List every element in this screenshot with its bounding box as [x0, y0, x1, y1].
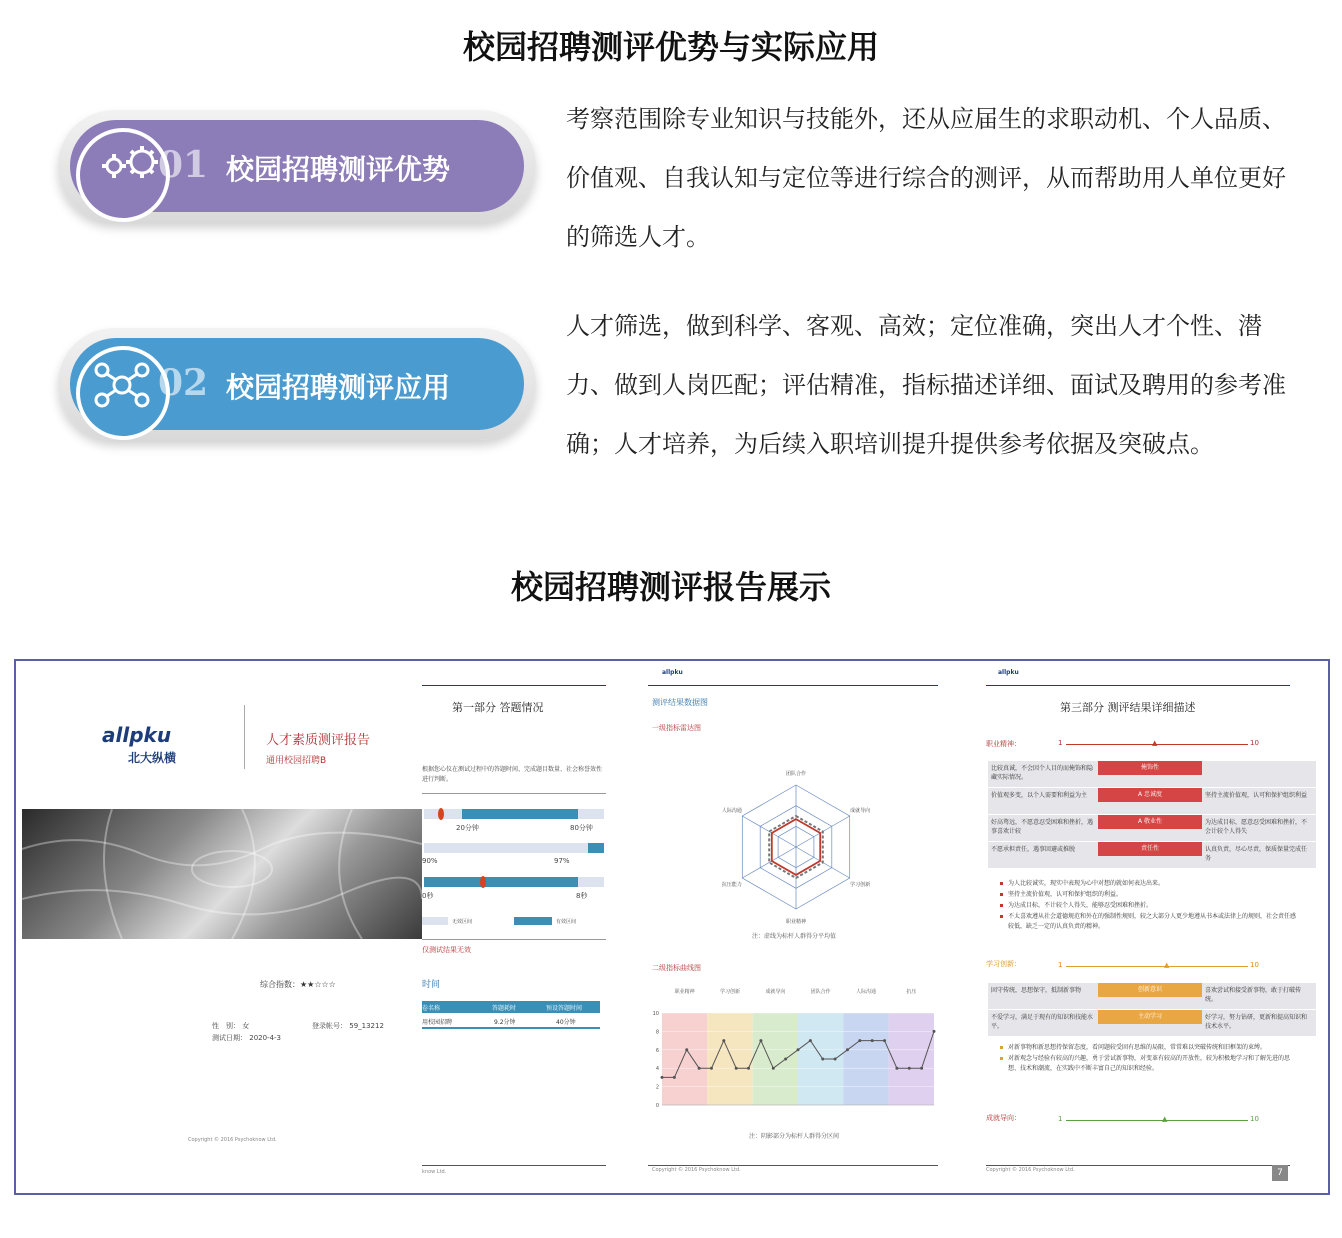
curve-y-tick: 6: [655, 1047, 659, 1054]
radar-label: 职业精神: [785, 919, 807, 925]
curve-point: [772, 1067, 775, 1070]
dim1-table: [988, 761, 1316, 869]
detail-row-right: 喜欢尝试和接受新事物，敢于打破传统。: [1205, 987, 1302, 1003]
curve-point: [895, 1067, 898, 1070]
detail-bullet: 不太喜欢遵从社会道德规范和外在的强制性规则，较之大部分人更少地遵从书本或法律上的规则，社会责任感较低，缺乏一定的认真负责的精神。: [1000, 912, 1300, 932]
radar-label: 学习创新: [850, 882, 871, 888]
report-subtitle: 通用校园招聘B: [266, 756, 327, 766]
account-value: 59_13212: [349, 1022, 384, 1030]
curve-point: [661, 1076, 664, 1079]
curve-y-tick: 10: [652, 1011, 659, 1017]
detail-row: [988, 788, 1316, 815]
part3-title: 第三部分 测评结果详细描述: [1060, 701, 1196, 714]
application-text: 人才筛选，做到科学、客观、高效；定位准确，突出人才个性、潜力、做到人岗匹配；评估精准，指标描述详细、面试及聘用的参考准确；人才培养，为后续入职培训提升提供参考依据及突破点。: [566, 312, 1286, 458]
puzzle-image: [22, 809, 422, 939]
curve-group-band: [662, 1013, 707, 1105]
curve-group-label: 团队合作: [810, 989, 831, 995]
curve-point: [858, 1039, 861, 1042]
detail-row-right: 为达成目标，愿意忍受困难和挫折，不会计较个人得失: [1205, 819, 1308, 835]
cover-copyright: Copyright © 2016 Psychoknow Ltd.: [188, 1137, 277, 1143]
detail-bullet: 为达成目标，不计较个人得失，能够忍受困难和挫折。: [1000, 901, 1300, 911]
dim2-table: [988, 983, 1316, 1037]
section-title-advantages: 校园招聘测评优势与实际应用: [462, 28, 879, 66]
curve-group-band: [843, 1013, 888, 1105]
curve-point: [871, 1039, 874, 1042]
detail-row-tag: 掩饰性: [1098, 761, 1202, 775]
detail-row-left: 好高骛远，不愿意忍受困难和挫折，遇事喜欢计较: [991, 819, 1094, 835]
curve-point: [908, 1067, 911, 1070]
bullet-dot: [1000, 1046, 1003, 1049]
radar-label: 人际沟通: [721, 808, 742, 814]
curve-point: [920, 1067, 923, 1070]
curve-group-label: 职业精神: [674, 989, 695, 995]
detail-row-right: 好学习，努力钻研，更新和提高知识和技术水平。: [1205, 1014, 1308, 1030]
dim2-bullets: [1000, 1043, 1300, 1075]
curve-note: 注：阴影部分为标杆人群得分区间: [748, 1133, 839, 1140]
curve-point: [821, 1058, 824, 1061]
date-label: 测试日期：: [212, 1034, 247, 1042]
curve-point: [710, 1067, 713, 1070]
detail-row-tag: 创新意识: [1098, 983, 1202, 997]
date-value: 2020-4-3: [249, 1034, 282, 1042]
curve-point: [883, 1039, 886, 1042]
radar-label: 成就导向: [850, 808, 871, 814]
part1-title: 第一部分 答题情况: [452, 701, 544, 714]
curve-group-label: 人际沟通: [855, 989, 877, 995]
radar-title: 一级指标雷达图: [652, 724, 701, 732]
report-cover-page: [22, 661, 422, 1193]
report-part2-page: allpku 测评结果数据图 一级指标雷达图 团队合作 成就导向 学习创新 职业精神 抗压能力 人际沟通 注：虚线为标杆人群得分平均值 二级指标曲线图 职业精神 学习创新 成就导向 团队合作 人际沟通 抗压 0 2 4 6 8 10 注：阴影部分为标杆人群得分区间 Copyright © 2016 Psychoknow Ltd.: [648, 661, 940, 1193]
detail-row-right: 坚持主流价值观，认可和保护组织利益: [1205, 792, 1308, 799]
detail-bullet: 对新观念与经验有较高的兴趣，勇于尝试新事物，对变革有较高的开放性，较为积极地学习和了解先进的思想、技术和潮流，在实践中不断丰富自己的知识和经验。: [1000, 1054, 1300, 1074]
curve-y-tick: 0: [655, 1103, 659, 1109]
curve-group-label: 抗压: [906, 989, 917, 995]
curve-chart: [648, 985, 938, 1127]
radar-note: 注：虚线为标杆人群得分平均值: [751, 933, 836, 940]
gender-label: 性 别：: [212, 1022, 240, 1030]
detail-row-left: 固守传统，思想保守，抵制新事物: [991, 987, 1082, 994]
detail-row-tag: 责任性: [1098, 842, 1202, 856]
curve-point: [809, 1039, 812, 1042]
small-logo: allpku: [662, 669, 683, 676]
curve-point: [685, 1048, 688, 1051]
detail-row-left: 不愿承担责任，遇事回避或推脱: [991, 846, 1076, 853]
radar-label: 抗压能力: [721, 882, 742, 888]
detail-row-right: 认真负责，尽心尽责，保质保量完成任务: [1205, 846, 1308, 862]
item-title: 校园招聘测评应用: [226, 371, 451, 404]
bullet-dot: [1000, 915, 1003, 918]
detail-row-tag: 主动学习: [1098, 1010, 1202, 1024]
curve-point: [846, 1048, 849, 1051]
detail-row: [988, 842, 1316, 869]
item-number: 01: [158, 144, 209, 186]
bullet-dot: [1000, 882, 1003, 885]
gender-value: 女: [242, 1022, 250, 1030]
detail-row: [988, 815, 1316, 842]
curve-y-tick: 2: [655, 1084, 659, 1091]
curve-group-label: 学习创新: [719, 989, 741, 995]
report-part1-page: 第一部分 答题情况 根据您心仪在测试过程中的答题时间、完成题目数量、社会称誉效性进行判断。 20分钟 80分钟 90% 97% 0秒 8秒 无效区间 有效区间 仅测试结果无效 时间 卷名称 答题耗时 预设答题时间 用校园招聘 9.2分钟 40分钟 know Ltd.: [422, 661, 606, 1193]
report-part3-page: allpku 第三部分 测评结果详细描述 职业精神： 1 ▲ 10 比较真诚，不会因个人目的而掩饰和隐藏实际情况。 掩饰性 价值观多变，以个人需要和利益为主 A 忠诚度 坚持主流价值观，认可和保护组织利益 好高骛远，不愿意忍受困难和挫折，遇事喜欢计较 A 敬业性 为达成目标，愿意忍受困难和挫折，不会计较个人得失 不愿承担责任，遇事回避或推脱 责任性 认真负责，尽心尽责，保质保量完成任务 为人比较诚实，现实中表现为心中对想的就如何表达出来。 坚持主流价值观，认可和保护组织的利益。 为达成目标，不计较个人得失，能够忍受困难和挫折。 不太喜欢遵从社会道德规范和外在的强制性规则，较之大部分人更少地遵从书本或法律上的规则，社会责任感较低，缺乏一定的认真负责的精神。 学习创新： 1 ▲ 10 固守传统，思想保守，抵制新事物 创新意识 喜欢尝试和接受新事物，敢于打破传统。 不爱学习，满足于现有的知识和技能水平。 主动学习 好学习，努力钻研，更新和提高知识和技术水平。 对新事物和新思想持保留态度，看问题较受固有思维的局限，常常难以突破传统和旧框架的束缚。 对新观念与经验有较高的兴趣，勇于尝试新事物，对变革有较高的开放性，较为积极地学习和了解先进的思想、技术和潮流，在实践中不断丰富自己的知识和经验。 成就导向： 1 ▲ 10 Copyright © 2016 Psychoknow Ltd. 7: [980, 661, 1320, 1193]
detail-row-right: [1202, 761, 1312, 787]
account-label: 登录帐号：: [312, 1022, 347, 1030]
radar-chart: [706, 763, 886, 931]
advantage-text: 考察范围除专业知识与技能外，还从应届生的求职动机、个人品质、价值观、自我认知与定位等进行综合的测评，从而帮助用人单位更好的筛选人才。: [566, 105, 1286, 251]
curve-point: [933, 1030, 936, 1033]
detail-row-left: 不爱学习，满足于现有的知识和技能水平。: [991, 1014, 1094, 1030]
dim2-label: 学习创新：: [986, 960, 1021, 968]
curve-point: [797, 1048, 800, 1051]
application-pill: [58, 328, 536, 440]
invalid-note: 仅测试结果无效: [422, 946, 471, 954]
detail-bullet: 为人比较诚实，现实中表现为心中对想的就如何表达出来。: [1000, 879, 1300, 889]
curve-point: [834, 1058, 837, 1061]
report-preview: [14, 659, 1330, 1195]
network-icon: [92, 360, 152, 410]
detail-row-tag: A 忠诚度: [1098, 788, 1202, 802]
radar-label: 团队合作: [785, 771, 807, 777]
detail-row: [988, 1010, 1316, 1037]
curve-group-label: 成就导向: [765, 989, 786, 995]
page-number: 7: [1272, 1165, 1288, 1181]
curve-group-band: [753, 1013, 798, 1105]
dim1-label: 职业精神：: [986, 740, 1021, 748]
detail-row-tag: A 敬业性: [1098, 815, 1202, 829]
detail-bullet: 对新事物和新思想持保留态度，看问题较受固有思维的局限，常常难以突破传统和旧框架的束缚。: [1000, 1043, 1300, 1053]
curve-y-tick: 4: [655, 1066, 659, 1073]
detail-row: [988, 983, 1316, 1010]
dim3-label: 成就导向：: [986, 1114, 1021, 1122]
detail-bullet: 坚持主流价值观，认可和保护组织的利益。: [1000, 890, 1300, 900]
dim1-bullets: [1000, 879, 1300, 933]
part2-header: 测评结果数据图: [652, 698, 708, 707]
detail-row-left: 比较真诚，不会因个人目的而掩饰和隐藏实际情况。: [991, 765, 1094, 781]
curve-point: [673, 1076, 676, 1079]
curve-point: [735, 1067, 738, 1070]
curve-point: [722, 1039, 725, 1042]
detail-row: [988, 761, 1316, 788]
section-title-report: 校园招聘测评报告展示: [510, 568, 831, 606]
bullet-dot: [1000, 904, 1003, 907]
part1-intro: 根据您心仪在测试过程中的答题时间、完成题目数量、社会称誉效性进行判断。: [422, 766, 603, 783]
company-logo: allpku: [102, 723, 172, 747]
detail-row-left: 价值观多变，以个人需要和利益为主: [991, 792, 1088, 799]
overall-score: 综合指数：★★☆☆☆: [260, 980, 336, 989]
curve-point: [747, 1067, 750, 1070]
item-title: 校园招聘测评优势: [226, 153, 451, 186]
item-number: 02: [158, 362, 209, 404]
advantage-pill: [58, 110, 536, 222]
time-title: 时间: [422, 980, 441, 990]
bullet-dot: [1000, 893, 1003, 896]
report-title: 人才素质测评报告: [266, 733, 371, 748]
curve-point: [759, 1039, 762, 1042]
bullet-dot: [1000, 1057, 1003, 1060]
curve-group-band: [707, 1013, 752, 1105]
curve-y-tick: 8: [655, 1029, 659, 1036]
curve-point: [698, 1067, 701, 1070]
curve-group-band: [889, 1013, 934, 1105]
curve-point: [784, 1058, 787, 1061]
company-logo-cn: 北大纵横: [128, 751, 177, 765]
curve-title: 二级指标曲线图: [652, 964, 701, 972]
